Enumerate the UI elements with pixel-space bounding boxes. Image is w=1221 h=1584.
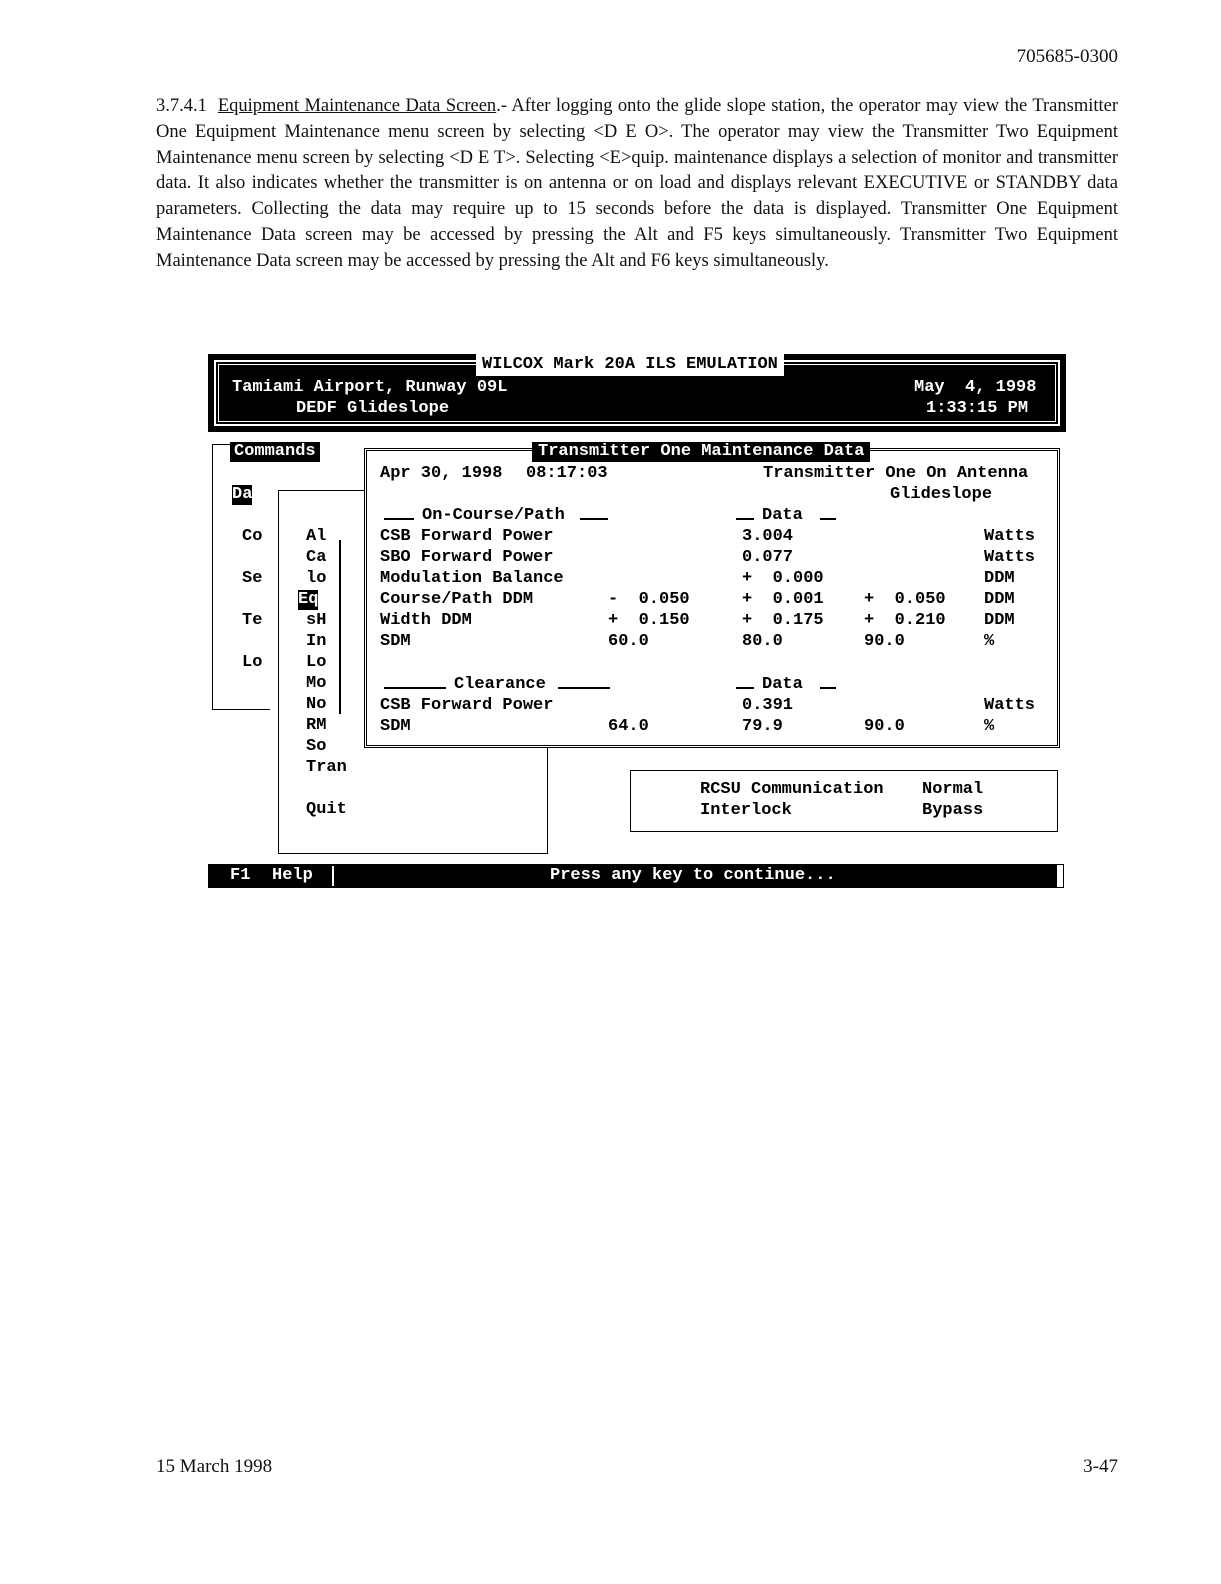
submenu-item-quit[interactable]: Quit <box>306 800 347 819</box>
clear-rows-unit: Watts <box>984 696 1036 715</box>
panel-time: 08:17:03 <box>526 464 608 483</box>
clear-rows-val: 0.391 <box>742 696 794 715</box>
help-separator <box>332 866 334 886</box>
clear-rows-val: 79.9 <box>742 717 783 736</box>
rows-label: CSB Forward Power <box>380 527 554 546</box>
rows-val: 3.004 <box>742 527 794 546</box>
submenu-item-rm[interactable]: RM <box>306 716 327 735</box>
footer-date: 15 March 1998 <box>156 1456 273 1477</box>
data-title-2: Data <box>762 675 803 694</box>
clearance-rule-right <box>558 687 610 689</box>
tx-status: Transmitter One On Antenna <box>763 464 1029 483</box>
window-title: WILCOX Mark 20A ILS EMULATION <box>476 354 784 376</box>
submenu-item-no[interactable]: No <box>306 695 327 714</box>
rows-unit: Watts <box>984 527 1036 546</box>
rows-unit: Watts <box>984 548 1036 567</box>
data-rule-left-2 <box>736 687 754 689</box>
submenu-item-in[interactable]: In <box>306 632 327 651</box>
rows-unit: DDM <box>984 611 1015 630</box>
page-number: 3-47 <box>1083 1456 1118 1477</box>
rcsu-value: Normal <box>922 780 984 799</box>
panel-title: Transmitter One Maintenance Data <box>532 442 870 462</box>
rows-low: + 0.150 <box>608 611 690 630</box>
submenu-item-sh[interactable]: sH <box>306 611 327 630</box>
rows-val: 0.077 <box>742 548 794 567</box>
press-any-key: Press any key to continue... <box>550 866 836 885</box>
clearance-rule-left <box>384 687 446 689</box>
menu-item-se[interactable]: Se <box>242 569 263 588</box>
submenu-item-ca[interactable]: Ca <box>306 548 327 567</box>
clearance-title: Clearance <box>454 675 546 694</box>
clear-rows-label: CSB Forward Power <box>380 696 554 715</box>
submenu-item-so[interactable]: So <box>306 737 327 756</box>
section-body: .- After logging onto the glide slope station, the operator may view the Transmitter One Equipment Maintenance menu screen by selecting <D E O>. The operator may view the Transmitter Two Equipment Maintenance menu screen by selecting <D E T>. Selecting <E>quip. maintenance displays a selection of monitor and transmitter data. It also indicates whether the transmitter is on antenna or on load and displays relevant EXECUTIVE or STANDBY data parameters. Collecting the data may require up to 15 seconds before the data is displayed. Transmitter One Equipment Maintenance Data screen may be accessed by pressing the Alt and F5 keys simultaneously. Transmitter Two Equipment Maintenance Data screen may be accessed by pressing the Alt and F6 keys simultaneously. <box>156 96 1118 271</box>
submenu-item-al[interactable]: Al <box>306 527 327 546</box>
submenu-item-equip[interactable]: Eq <box>298 590 319 609</box>
data-rule-right-2 <box>820 687 836 689</box>
rows-high: + 0.050 <box>864 590 946 609</box>
menu-item-te[interactable]: Te <box>242 611 263 630</box>
footer-bar-end <box>1056 864 1064 888</box>
header-date: May 4, 1998 <box>914 378 1037 397</box>
oncourse-rule-right <box>580 518 608 520</box>
station-name: DEDF Glideslope <box>296 399 450 418</box>
clear-rows-high: 90.0 <box>864 717 905 736</box>
submenu-item-tran[interactable]: Tran <box>306 758 347 777</box>
rows-low: 60.0 <box>608 632 649 651</box>
rows-label: SBO Forward Power <box>380 548 554 567</box>
emulator-screen <box>208 354 1066 889</box>
menu-item-data[interactable]: Da <box>232 485 253 504</box>
menu-item-lo[interactable]: Lo <box>242 653 263 672</box>
tx-type: Glideslope <box>890 485 993 504</box>
rows-unit: DDM <box>984 569 1015 588</box>
rows-unit: DDM <box>984 590 1015 609</box>
document-number: 705685-0300 <box>1016 46 1118 67</box>
rows-label: Modulation Balance <box>380 569 564 588</box>
clear-rows-label: SDM <box>380 717 411 736</box>
menu-item-co[interactable]: Co <box>242 527 263 546</box>
help-button[interactable]: Help <box>272 866 313 885</box>
panel-date: Apr 30, 1998 <box>380 464 503 483</box>
section-heading: Equipment Maintenance Data Screen <box>217 96 497 116</box>
data-rule-right-1 <box>820 518 836 520</box>
f1-key[interactable]: F1 <box>230 866 251 885</box>
rows-unit: % <box>984 632 995 651</box>
commands-title: Commands <box>230 442 320 462</box>
rows-low: - 0.050 <box>608 590 690 609</box>
rows-high: + 0.210 <box>864 611 946 630</box>
interlock-label: Interlock <box>700 801 792 820</box>
data-title-1: Data <box>762 506 803 525</box>
interlock-value: Bypass <box>922 801 984 820</box>
oncourse-title: On-Course/Path <box>422 506 565 525</box>
rows-val: + 0.001 <box>742 590 824 609</box>
body-paragraph <box>156 94 1118 275</box>
rows-val: + 0.175 <box>742 611 824 630</box>
rows-label: Width DDM <box>380 611 472 630</box>
rows-high: 90.0 <box>864 632 905 651</box>
section-number: 3.7.4.1 <box>156 96 207 116</box>
header-time: 1:33:15 PM <box>926 399 1029 418</box>
rows-label: SDM <box>380 632 411 651</box>
rows-label: Course/Path DDM <box>380 590 534 609</box>
submenu-item-lo[interactable]: lo <box>306 569 327 588</box>
submenu-bracket <box>339 540 341 714</box>
submenu-item-lo2[interactable]: Lo <box>306 653 327 672</box>
rcsu-label: RCSU Communication <box>700 780 884 799</box>
airport-name: Tamiami Airport, Runway 09L <box>232 378 508 397</box>
clear-rows-unit: % <box>984 717 995 736</box>
data-rule-left-1 <box>736 518 754 520</box>
rows-val: 80.0 <box>742 632 783 651</box>
rows-val: + 0.000 <box>742 569 824 588</box>
submenu-item-mo[interactable]: Mo <box>306 674 327 693</box>
oncourse-rule-left <box>384 518 414 520</box>
clear-rows-low: 64.0 <box>608 717 649 736</box>
